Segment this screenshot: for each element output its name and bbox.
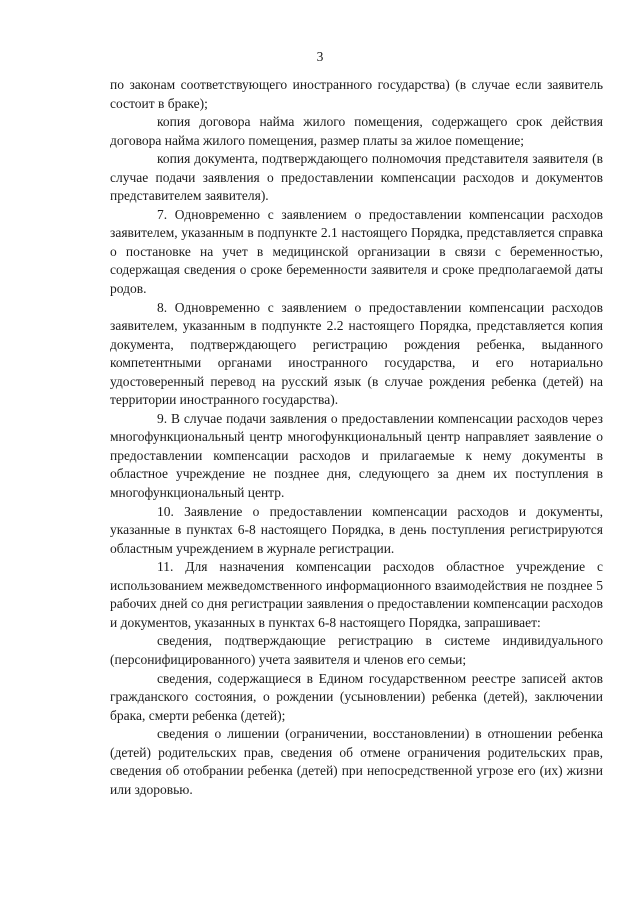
paragraph-8: 11. Для назначения компенсации расходов областное учреждение с использованием межведомственного информационного взаимодействия не позднее 5 рабочих дней со дня регистрации заявления о предоставлении компенсации расходов и документов, указанных в пунктах 6-8 настоящего Порядка, запрашивает: xyxy=(110,559,603,630)
paragraph-2: копия договора найма жилого помещения, содержащего срок действия договора найма жилого помещения, размер платы за жилое помещение; xyxy=(110,114,603,148)
page-number: 3 xyxy=(316,49,324,64)
paragraph-10: сведения, содержащиеся в Едином государственном реестре записей актов гражданского состояния, о рождении (усыновлении) ребенка (детей), заключении брака, смерти ребенка (детей); xyxy=(110,670,603,723)
document-body xyxy=(110,76,603,799)
paragraph-3: копия документа, подтверждающего полномочия представителя заявителя (в случае подачи заявления о предоставлении компенсации расходов и документов представителем заявителя). xyxy=(110,151,603,204)
paragraph-5: 8. Одновременно с заявлением о предоставлении компенсации расходов заявителем, указанным в подпункте 2.2 настоящего Порядка, представляется копия документа, подтверждающего регистрацию рождения ребенка, выданного компетентными органами иностранного государства, и его нотариально удостоверенный перевод на русский язык (в случае рождения ребенка (детей) на территории иностранного государства). xyxy=(110,299,603,408)
paragraph-4: 7. Одновременно с заявлением о предоставлении компенсации расходов заявителем, указанным в подпункте 2.1 настоящего Порядка, представляется справка о постановке на учет в медицинской организации в связи с беременностью, содержащая сведения о сроке беременности заявителя и сроке предполагаемой даты родов. xyxy=(110,206,603,297)
paragraph-7: 10. Заявление о предоставлении компенсации расходов и документы, указанные в пунктах 6-8 настоящего Порядка, в день поступления регистрируются областным учреждением в журнале регистрации. xyxy=(110,503,603,556)
paragraph-6: 9. В случае подачи заявления о предоставлении компенсации расходов через многофункциональный центр многофункциональный центр направляет заявление о предоставлении компенсации расходов и прилагаемые к нему документы в областное учреждение не позднее дня, следующего за днем их поступления в многофункциональный центр. xyxy=(110,410,603,501)
paragraph-11: сведения о лишении (ограничении, восстановлении) в отношении ребенка (детей) родительских прав, сведения об отмене ограничения родительских прав, сведения об отобрании ребенка (детей) при непосредственной угрозе его (их) жизни или здоровью. xyxy=(110,726,603,797)
paragraph-1: по законам соответствующего иностранного государства) (в случае если заявитель состоит в браке); xyxy=(110,77,603,111)
paragraph-9: сведения, подтверждающие регистрацию в системе индивидуального (персонифицированного) учета заявителя и членов его семьи; xyxy=(110,633,603,667)
